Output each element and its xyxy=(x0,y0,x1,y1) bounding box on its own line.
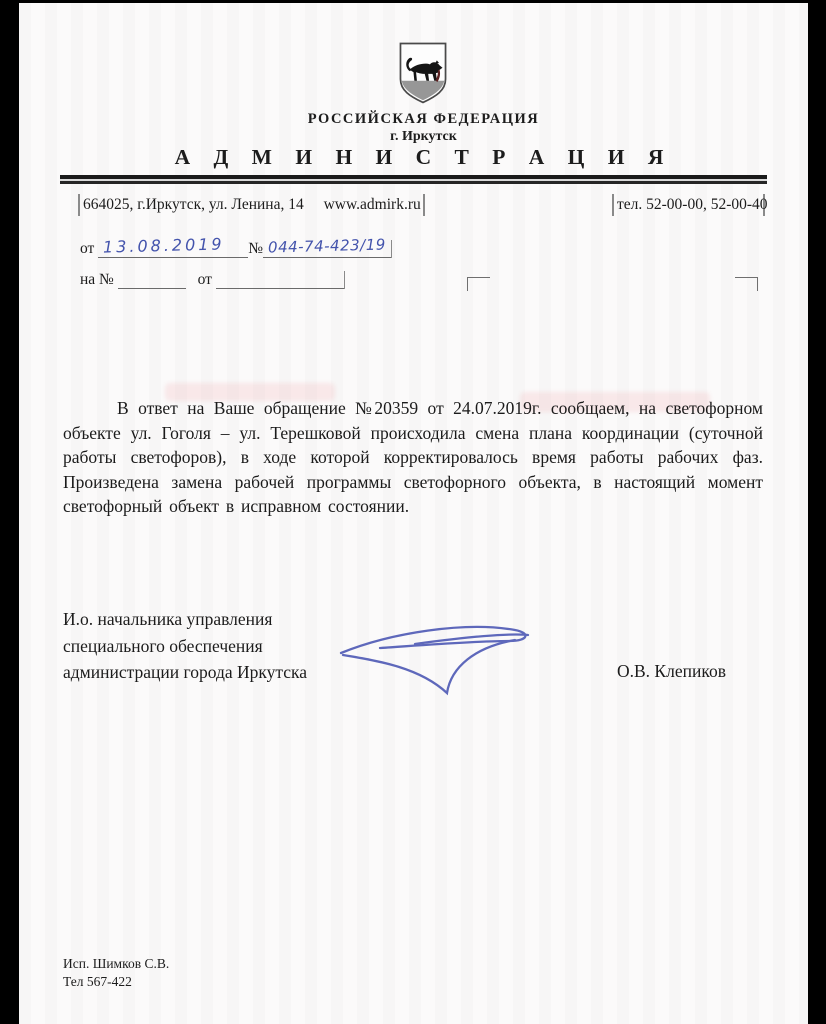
reply-number-label: на № xyxy=(80,271,114,288)
irkutsk-coat-of-arms-icon xyxy=(397,38,449,108)
letter-page xyxy=(19,3,808,1024)
handwritten-date: 13.08.2019 xyxy=(102,234,226,257)
postal-address: 664025, г.Иркутск, ул. Ленина, 14 xyxy=(83,196,304,213)
addressee-corner-mark-left xyxy=(467,277,490,291)
country-line: РОССИЙСКАЯ ФЕДЕРАЦИЯ xyxy=(307,111,540,127)
city-line: г. Иркутск xyxy=(390,129,457,144)
reply-date-label: от xyxy=(197,271,212,288)
handwritten-signature xyxy=(335,613,535,701)
form-tick xyxy=(391,240,393,258)
header-double-rule xyxy=(60,175,767,184)
date-label: от xyxy=(80,240,95,257)
signer-name: О.В. Клепиков xyxy=(617,661,726,681)
incoming-reference-row xyxy=(80,269,345,289)
reply-date-field xyxy=(216,269,344,289)
executor-block xyxy=(63,955,169,990)
form-tick xyxy=(78,194,80,216)
form-tick xyxy=(423,194,425,216)
executor-phone: Тел 567-422 xyxy=(63,973,132,989)
signer-position-line: администрации города Иркутска xyxy=(63,662,308,682)
form-tick xyxy=(344,271,346,289)
executor-name: Исп. Шимков С.В. xyxy=(63,956,170,971)
number-field xyxy=(263,237,391,258)
signer-position-block xyxy=(63,606,307,686)
contact-address-row xyxy=(83,196,421,214)
organization-title: А Д М И Н И С Т Р А Ц И Я xyxy=(174,145,673,169)
number-sign-label: № xyxy=(248,240,263,257)
reply-number-field xyxy=(118,269,186,289)
signer-position-line: специального обеспечения xyxy=(63,635,263,656)
signer-position-line: И.о. начальника управления xyxy=(63,609,273,629)
outgoing-reference-row xyxy=(80,236,392,258)
website: www.admirk.ru xyxy=(323,196,421,213)
phone-numbers: тел. 52-00-00, 52-00-40 xyxy=(617,196,768,213)
handwritten-number: 044-74-423/19 xyxy=(267,235,387,257)
date-field xyxy=(98,236,248,258)
letter-body-paragraph: В ответ на Ваше обращение №20359 от 24.07.2019г. сообщаем, на светофорном объекте ул. Гоголя – ул. Терешковой происходила смена плана координации (суточной работы светофоров), в ходе которой корректировалось время работы рабочих фаз. Произведена замена рабочей программы светофорного объекта, в настоящий момент светофорный объект в исправном состоянии. xyxy=(63,398,763,517)
addressee-corner-mark-right xyxy=(735,277,758,291)
form-tick xyxy=(612,194,614,216)
